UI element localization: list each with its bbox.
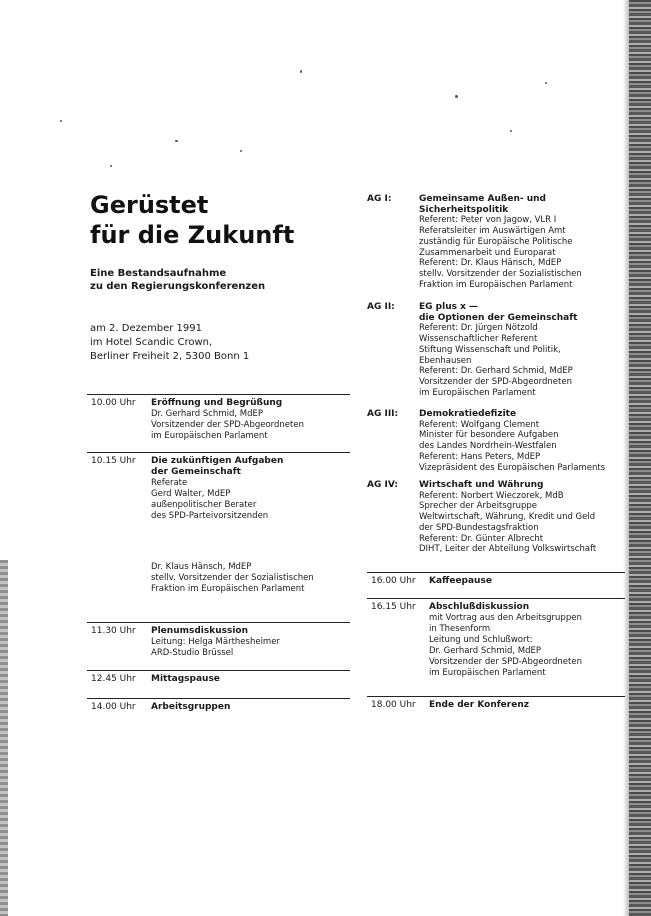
schedule-body — [429, 700, 625, 711]
working-group-line: Referatsleiter im Auswärtigen Amt — [419, 226, 566, 237]
schedule-body — [429, 602, 625, 679]
schedule-item — [87, 394, 350, 452]
working-group-code: AG IV: — [367, 480, 398, 490]
schedule-item — [87, 622, 350, 670]
working-group-body — [419, 194, 625, 290]
working-group-heading: die Optionen der Gemeinschaft — [419, 312, 578, 323]
schedule-line: im Europäischen Parlament — [429, 668, 546, 678]
working-group-heading: Sicherheitspolitik — [419, 204, 509, 215]
schedule-item — [87, 698, 350, 722]
schedule-time: 12.45 Uhr — [91, 674, 136, 684]
scan-speck — [300, 70, 302, 73]
schedule-line: in Thesenform — [429, 624, 491, 634]
schedule-line: stellv. Vorsitzender der Sozialistischen — [151, 573, 314, 583]
schedule-heading: Arbeitsgruppen — [151, 702, 231, 712]
schedule-line: Fraktion im Europäischen Parlament — [151, 584, 305, 594]
schedule-heading: der Gemeinschaft — [151, 467, 241, 477]
schedule-line: des SPD-Parteivorsitzenden — [151, 511, 269, 521]
working-group-line: Referent: Dr. Jürgen Nötzold — [419, 323, 538, 334]
working-group-line: Referent: Dr. Gerhard Schmid, MdEP — [419, 366, 573, 377]
working-group-heading: Gemeinsame Außen- und — [419, 194, 546, 204]
scan-speck — [240, 150, 242, 152]
venue-line: im Hotel Scandic Crown, — [90, 337, 213, 348]
schedule-right — [367, 572, 625, 720]
schedule-time: 16.15 Uhr — [371, 602, 416, 612]
schedule-heading: Ende der Konferenz — [429, 700, 529, 710]
schedule-line: Gerd Walter, MdEP — [151, 489, 231, 499]
subtitle-line: zu den Regierungskonferenzen — [90, 281, 266, 292]
schedule-time: 16.00 Uhr — [371, 576, 416, 586]
working-group-heading: Wirtschaft und Währung — [419, 480, 544, 490]
working-group — [367, 194, 625, 290]
schedule-body — [151, 702, 350, 713]
working-group — [367, 480, 625, 555]
schedule-line: mit Vortrag aus den Arbeitsgruppen — [429, 613, 582, 623]
schedule-item — [87, 452, 350, 622]
schedule-line: Dr. Klaus Hänsch, MdEP — [151, 562, 252, 572]
schedule-heading: Abschlußdiskussion — [429, 602, 530, 612]
schedule-item — [367, 572, 625, 598]
scan-speck — [110, 165, 112, 167]
schedule-line: Dr. Gerhard Schmid, MdEP — [151, 409, 263, 419]
working-group-line: Referent: Dr. Günter Albrecht — [419, 533, 544, 544]
venue-block — [90, 322, 350, 364]
schedule-item — [87, 670, 350, 698]
working-group-line: Wissenschaftlicher Referent — [419, 334, 538, 345]
schedule-line: außenpolitischer Berater — [151, 500, 257, 510]
document-title — [90, 190, 360, 250]
working-group-code: AG I: — [367, 194, 392, 204]
schedule-time: 11.30 Uhr — [91, 626, 136, 636]
working-group-line: Referent: Hans Peters, MdEP — [419, 451, 541, 462]
schedule-line: Vorsitzender der SPD-Abgeordneten — [151, 420, 304, 430]
venue-line: Berliner Freiheit 2, 5300 Bonn 1 — [90, 351, 250, 362]
schedule-time: 18.00 Uhr — [371, 700, 416, 710]
schedule-heading: Mittagspause — [151, 674, 220, 684]
schedule-line: Vorsitzender der SPD-Abgeordneten — [429, 657, 582, 667]
working-group-line: Sprecher der Arbeitsgruppe — [419, 501, 537, 512]
schedule-line: Dr. Gerhard Schmid, MdEP — [429, 646, 541, 656]
title-line: für die Zukunft — [90, 221, 295, 249]
working-group-line: Referent: Dr. Klaus Hänsch, MdEP — [419, 258, 562, 269]
schedule-line: Referate — [151, 478, 188, 488]
working-group-line: Referent: Norbert Wieczorek, MdB — [419, 490, 564, 501]
working-group-line: im Europäischen Parlament — [419, 387, 536, 398]
schedule-body — [151, 674, 350, 685]
scan-speck — [175, 140, 178, 142]
working-group-line: Referent: Peter von Jagow, VLR I — [419, 215, 557, 226]
working-group-code: AG II: — [367, 302, 395, 312]
working-group — [367, 302, 625, 398]
working-group-line: Ebenhausen — [419, 355, 472, 366]
working-group-line: Fraktion im Europäischen Parlament — [419, 279, 573, 290]
working-group-heading: EG plus x — — [419, 302, 479, 312]
schedule-heading: Plenumsdiskussion — [151, 626, 249, 636]
working-group-line: Stiftung Wissenschaft und Politik, — [419, 344, 561, 355]
schedule-item — [367, 598, 625, 696]
working-group-line: der SPD-Bundestagsfraktion — [419, 522, 539, 533]
working-group-line: zuständig für Europäische Politische — [419, 236, 573, 247]
working-group-line: Zusammenarbeit und Europarat — [419, 247, 556, 258]
schedule-body — [151, 398, 350, 442]
schedule-heading: Kaffeepause — [429, 576, 492, 586]
schedule-item — [367, 696, 625, 720]
scan-speck — [455, 95, 458, 98]
scan-edge-left — [0, 560, 8, 916]
working-group-code: AG III: — [367, 409, 399, 419]
working-group-line: DIHT, Leiter der Abteilung Volkswirtschaft — [419, 544, 597, 555]
working-group-body — [419, 302, 625, 398]
schedule-heading: Eröffnung und Begrüßung — [151, 398, 283, 408]
title-line: Gerüstet — [90, 191, 209, 219]
schedule-line: ARD-Studio Brüssel — [151, 648, 234, 658]
working-group-line: des Landes Nordrhein-Westfalen — [419, 441, 557, 452]
working-group-line: stellv. Vorsitzender der Sozialistischen — [419, 268, 582, 279]
working-group-line: Vorsitzender der SPD-Abgeordneten — [419, 376, 572, 387]
schedule-line: Leitung und Schlußwort: — [429, 635, 533, 645]
schedule-time: 14.00 Uhr — [91, 702, 136, 712]
schedule-body — [429, 576, 625, 587]
schedule-line: Leitung: Helga Märthesheimer — [151, 637, 280, 647]
scan-speck — [510, 130, 512, 132]
working-group-line: Vizepräsident des Europäischen Parlaments — [419, 462, 606, 473]
schedule-body — [151, 456, 350, 595]
working-group-body — [419, 480, 625, 555]
subtitle-line: Eine Bestandsaufnahme — [90, 268, 227, 279]
working-group — [367, 409, 625, 473]
working-group-line: Referent: Wolfgang Clement — [419, 419, 540, 430]
schedule-heading: Die zukünftigen Aufgaben — [151, 456, 284, 466]
schedule-time: 10.00 Uhr — [91, 398, 136, 408]
working-group-line: Minister für besondere Aufgaben — [419, 430, 559, 441]
schedule-left — [87, 394, 350, 722]
working-group-body — [419, 409, 625, 473]
schedule-time: 10.15 Uhr — [91, 456, 136, 466]
schedule-line: im Europäischen Parlament — [151, 431, 268, 441]
scan-speck — [60, 120, 62, 122]
schedule-body — [151, 626, 350, 659]
document-subtitle — [90, 267, 350, 293]
working-group-line: Weltwirtschaft, Währung, Kredit und Geld — [419, 512, 596, 523]
scan-edge-right — [629, 0, 651, 916]
venue-line: am 2. Dezember 1991 — [90, 323, 203, 334]
working-group-heading: Demokratiedefizite — [419, 409, 517, 419]
scan-speck — [545, 82, 547, 84]
